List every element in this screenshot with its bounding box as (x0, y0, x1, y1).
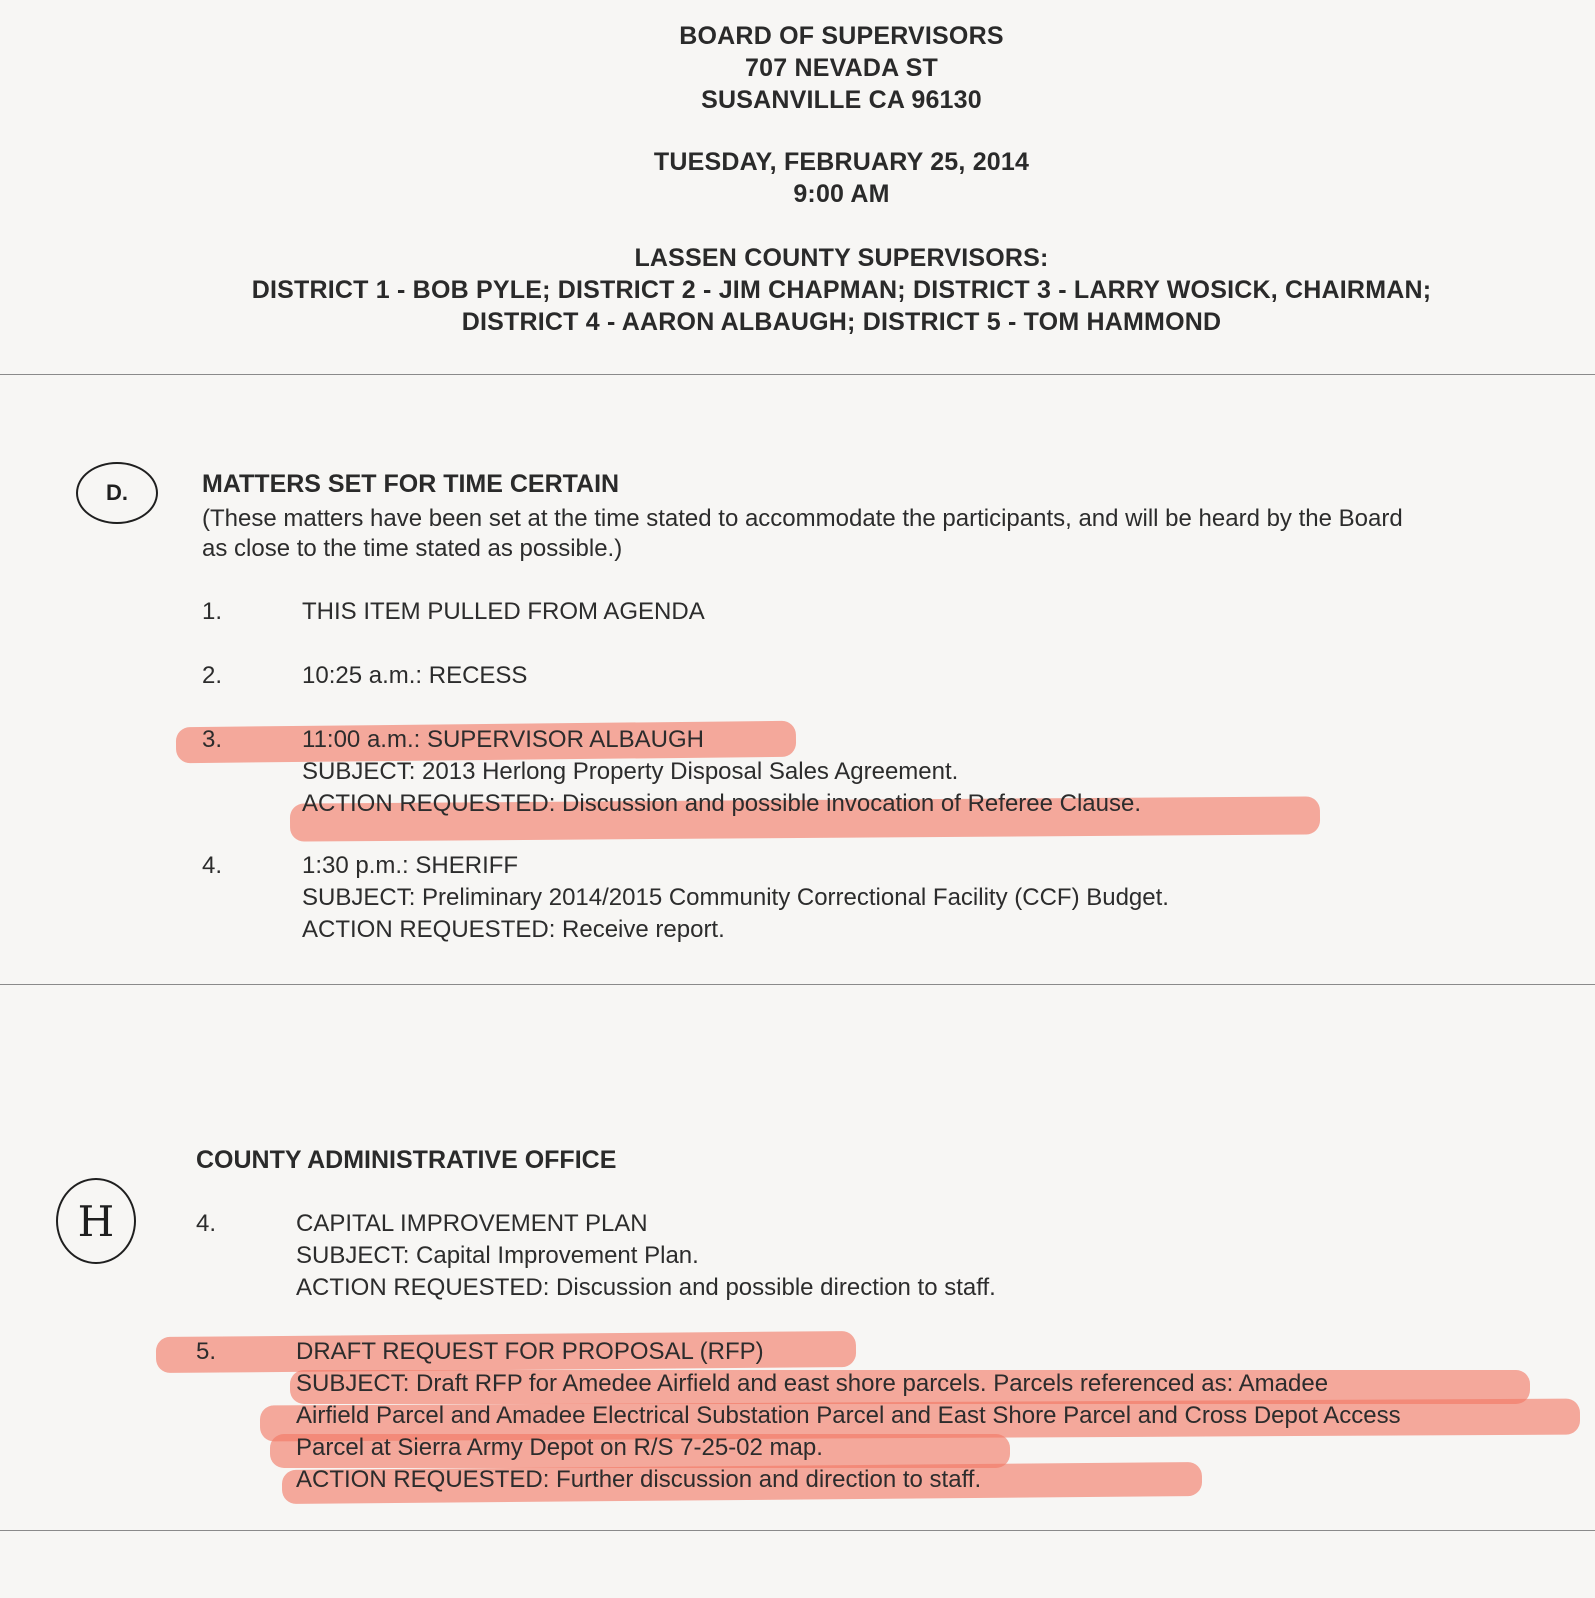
meeting-time: 9:00 AM (793, 180, 890, 208)
d-item-1-number: 1. (202, 598, 223, 625)
divider-top (0, 374, 1595, 375)
d-item-3-line-1: 11:00 a.m.: SUPERVISOR ALBAUGH (302, 726, 704, 753)
header-street: 707 NEVADA ST (745, 54, 938, 82)
h-item-4-line-2: SUBJECT: Capital Improvement Plan. (296, 1242, 699, 1269)
section-d-note-line-1: (These matters have been set at the time stated to accommodate the participants, and will be heard by the Board (202, 505, 1403, 532)
divider-bottom (0, 1530, 1595, 1531)
d-item-2-line-1: 10:25 a.m.: RECESS (302, 662, 528, 689)
h-item-5-line-3: Airfield Parcel and Amadee Electrical Substation Parcel and East Shore Parcel and Cross Depot Access (296, 1402, 1401, 1429)
h-item-5-number: 5. (196, 1338, 217, 1365)
section-d-circle-mark (76, 462, 158, 524)
supervisors-line-1: DISTRICT 1 - BOB PYLE; DISTRICT 2 - JIM CHAPMAN; DISTRICT 3 - LARRY WOSICK, CHAIRMAN; (251, 276, 1432, 304)
section-h-mark-label: H (77, 1196, 115, 1246)
h-item-5-line-5: ACTION REQUESTED: Further discussion and direction to staff. (296, 1466, 982, 1493)
d-item-4-line-3: ACTION REQUESTED: Receive report. (302, 916, 725, 943)
h-item-4-number: 4. (196, 1210, 217, 1237)
h-item-5-line-4: Parcel at Sierra Army Depot on R/S 7-25-02 map. (296, 1434, 823, 1461)
section-d-title: MATTERS SET FOR TIME CERTAIN (202, 470, 620, 498)
section-d-mark-label: D. (106, 480, 128, 505)
d-item-4-number: 4. (202, 852, 223, 879)
section-d-note-line-2: as close to the time stated as possible.) (202, 535, 623, 562)
h-item-5-line-2: SUBJECT: Draft RFP for Amedee Airfield and east shore parcels. Parcels referenced as: Amadee (296, 1370, 1329, 1397)
h-item-4-line-1: CAPITAL IMPROVEMENT PLAN (296, 1210, 648, 1237)
header-city: SUSANVILLE CA 96130 (701, 86, 982, 114)
section-h-circle-mark (56, 1178, 136, 1264)
h-item-4-line-3: ACTION REQUESTED: Discussion and possible direction to staff. (296, 1274, 996, 1301)
supervisors-line-2: DISTRICT 4 - AARON ALBAUGH; DISTRICT 5 - TOM HAMMOND (461, 308, 1222, 336)
d-item-1-line-1: THIS ITEM PULLED FROM AGENDA (302, 598, 705, 625)
supervisors-title: LASSEN COUNTY SUPERVISORS: (634, 244, 1049, 272)
d-item-3-line-3: ACTION REQUESTED: Discussion and possible invocation of Referee Clause. (302, 790, 1142, 817)
d-item-4-line-1: 1:30 p.m.: SHERIFF (302, 852, 519, 879)
meeting-date: TUESDAY, FEBRUARY 25, 2014 (653, 148, 1030, 176)
divider-middle (0, 984, 1595, 985)
d-item-2-number: 2. (202, 662, 223, 689)
d-item-4-line-2: SUBJECT: Preliminary 2014/2015 Community Correctional Facility (CCF) Budget. (302, 884, 1169, 911)
section-h-title: COUNTY ADMINISTRATIVE OFFICE (196, 1146, 617, 1174)
d-item-3-number: 3. (202, 726, 223, 753)
h-item-5-line-1: DRAFT REQUEST FOR PROPOSAL (RFP) (296, 1338, 764, 1365)
d-item-3-line-2: SUBJECT: 2013 Herlong Property Disposal Sales Agreement. (302, 758, 959, 785)
header-org: BOARD OF SUPERVISORS (679, 22, 1004, 50)
